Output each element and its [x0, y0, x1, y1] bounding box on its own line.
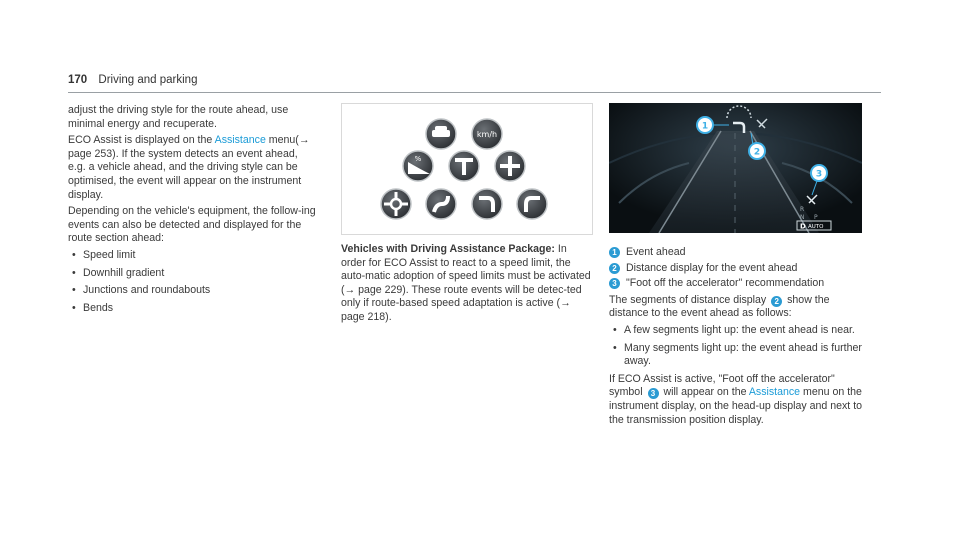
callout-1-label: 1	[701, 121, 709, 132]
list-item: • A few segments light up: the event ahead is near.	[609, 324, 869, 338]
column-right	[609, 246, 869, 430]
column-left	[68, 104, 318, 319]
legend-text: Distance display for the event ahead	[626, 261, 798, 274]
page-number: 170	[68, 74, 88, 86]
speed-limit-icon	[472, 119, 502, 149]
section-title: Driving and parking	[98, 74, 198, 86]
page-header	[68, 74, 197, 86]
paragraph-heading: Vehicles with Driving Assistance Package:	[341, 243, 555, 255]
intro-paragraph: adjust the driving style for the route ahead, use minimal energy and recuperate.	[68, 104, 289, 130]
legend-text: "Foot off the accelerator" recommendation	[626, 277, 825, 290]
legend-number: 1	[609, 247, 620, 258]
callout-3-label: 3	[815, 169, 823, 180]
t-junction-icon	[449, 151, 479, 181]
list-item: • Junctions and roundabouts	[68, 284, 318, 298]
svg-text:%: %	[414, 155, 422, 163]
list-item: • Bends	[68, 302, 318, 316]
driving-assistance-paragraph	[341, 243, 593, 325]
speed-unit-label: km/h	[476, 130, 498, 139]
bend-left-icon	[517, 189, 547, 219]
text-span: In order for ECO Assist to react to a speed limit, the auto-matic adoption of speed limits must be activated (→ page 229). These route events will be detec-ted only if route-based speed adaptation is active (→ page 218).	[341, 243, 591, 323]
column-middle	[341, 243, 593, 328]
list-item: • Downhill gradient	[68, 267, 318, 281]
list-item: • Many segments light up: the event ahead is further away.	[609, 342, 869, 369]
text-span: The segments of distance display	[609, 293, 770, 306]
event-icons-figure	[341, 103, 593, 235]
text-span: ECO Assist is displayed on the	[68, 134, 215, 147]
gear-n: N	[800, 214, 805, 221]
equipment-paragraph: Depending on the vehicle's equipment, the follow-ing events can also be detected and displayed for the route section ahead:	[68, 205, 316, 245]
downhill-gradient-icon	[403, 151, 433, 181]
list-item: • Speed limit	[68, 249, 318, 263]
crossroads-icon	[495, 151, 525, 181]
assistance-link[interactable]: Assistance	[748, 386, 801, 399]
text-span: If ECO Assist is active, "Foot off the accelerator" symbol	[609, 372, 835, 399]
bend-right-icon	[472, 189, 502, 219]
legend-item	[609, 246, 869, 260]
inline-number: 3	[648, 388, 659, 399]
instrument-display-svg	[609, 103, 862, 233]
gear-auto: AUTO	[808, 224, 824, 230]
text-span: menu(→ page 253). If the system detects an event ahead, e.g. a vehicle ahead, and the driving style can be optimised, the event will appear on the instrument display.	[68, 134, 310, 201]
text-span: menu on the instrument display, on the head-up display and next to the transmission position display.	[609, 386, 863, 426]
legend-item	[609, 277, 869, 291]
legend-number: 2	[609, 263, 620, 274]
instrument-display-figure	[609, 103, 862, 233]
segments-paragraph	[609, 294, 869, 321]
gear-r: R	[800, 206, 805, 213]
eco-assist-paragraph	[68, 134, 318, 202]
symbol-paragraph	[609, 373, 869, 427]
event-list	[68, 249, 318, 315]
legend-number: 3	[609, 278, 620, 289]
legend-text: Event ahead	[626, 246, 686, 258]
figure-legend	[609, 246, 869, 291]
callout-2-label: 2	[753, 147, 761, 158]
s-bend-icon	[426, 189, 456, 219]
text-span: show the distance to the event ahead as follows:	[609, 293, 830, 320]
header-rule	[68, 92, 881, 93]
inline-number: 2	[771, 296, 782, 307]
vehicle-ahead-icon	[426, 119, 456, 149]
segments-list	[609, 324, 869, 369]
legend-item	[609, 262, 869, 276]
roundabout-icon	[381, 189, 411, 219]
event-icons-svg	[342, 104, 592, 234]
gear-p: P	[814, 214, 818, 221]
gear-d: D	[800, 222, 806, 231]
assistance-link[interactable]: Assistance	[214, 134, 266, 147]
text-span: will appear on the	[660, 386, 749, 399]
